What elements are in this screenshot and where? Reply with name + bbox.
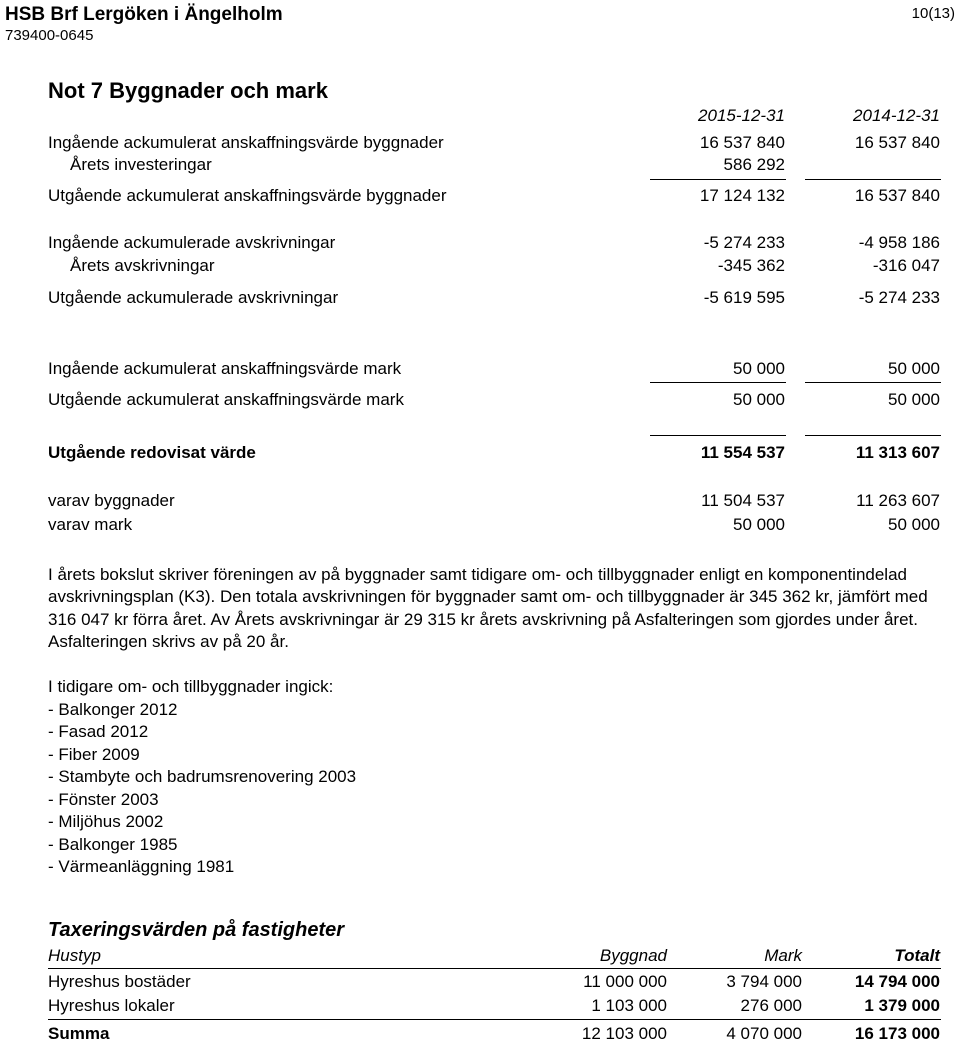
list-item: - Stambyte och badrumsrenovering 2003 — [48, 767, 357, 786]
row-value-2015: 50 000 — [733, 390, 785, 409]
tax-row-label: Hyreshus bostäder — [48, 972, 191, 991]
tax-row-mark: 3 794 000 — [726, 972, 802, 991]
row-value-2015: 17 124 132 — [699, 186, 785, 205]
row-label: Ingående ackumulerat anskaffningsvärde byggnader — [48, 133, 444, 152]
tax-header-byggnad: Byggnad — [599, 946, 667, 965]
row-label: Ingående ackumulerat anskaffningsvärde mark — [48, 359, 402, 378]
list-item: - Värmeanläggning 1981 — [48, 857, 235, 876]
row-value-2015: -5 274 233 — [703, 233, 785, 252]
underline — [805, 179, 941, 180]
row-value-2014: 50 000 — [888, 515, 940, 534]
tax-sum-label: Summa — [48, 1024, 110, 1043]
row-value-2015: 586 292 — [723, 155, 785, 174]
column-header-2014: 2014-12-31 — [853, 106, 940, 125]
tax-sum-mark: 4 070 000 — [726, 1024, 802, 1043]
row-label: varav byggnader — [48, 491, 175, 510]
underline — [650, 382, 786, 383]
row-value-2015: -345 362 — [717, 256, 785, 275]
row-label: Utgående ackumulerat anskaffningsvärde byggnader — [48, 186, 447, 205]
row-value-2015: -5 619 595 — [703, 288, 785, 307]
row-value-2014: -5 274 233 — [858, 288, 940, 307]
depreciation-paragraph: I årets bokslut skriver föreningen av på byggnader samt tidigare om- och tillbyggnader enligt en komponentindelad avskrivningsplan (K3). Den totala avskrivningen för byggnader samt om- och tillbyggnader är 345 362 kr, jämfört med 316 047 kr förra året. Av Årets avskrivningar är 29 315 kr årets avskrivning på Asfalteringen som gjordes under året. Asfalteringen skrivs av på 20 år. — [48, 565, 928, 651]
tax-header-hustyp: Hustyp — [48, 946, 101, 965]
list-item: - Balkonger 2012 — [48, 699, 178, 719]
tax-row-totalt: 14 794 000 — [854, 972, 940, 991]
tax-sum-totalt: 16 173 000 — [854, 1024, 940, 1043]
tax-row-byggnad: 1 103 000 — [591, 996, 667, 1015]
tax-header-mark: Mark — [764, 946, 802, 965]
organization-name: HSB Brf Lergöken i Ängelholm — [5, 4, 283, 25]
tax-sum-byggnad: 12 103 000 — [581, 1024, 667, 1043]
underline — [805, 382, 941, 383]
row-label: Ingående ackumulerade avskrivningar — [48, 233, 336, 252]
list-item: - Miljöhus 2002 — [48, 812, 164, 831]
row-value-2014: 16 537 840 — [854, 133, 940, 152]
row-label: Årets avskrivningar — [70, 256, 215, 275]
list-item: - Fasad 2012 — [48, 722, 149, 741]
page-number: 10(13) — [911, 5, 955, 22]
row-value-2014: 11 263 607 — [856, 491, 940, 510]
row-value-2015: 11 554 537 — [700, 443, 785, 462]
column-header-2015: 2015-12-31 — [698, 106, 785, 125]
tax-row-byggnad: 11 000 000 — [583, 972, 667, 991]
row-label: Utgående ackumulerade avskrivningar — [48, 288, 339, 307]
row-value-2014: 50 000 — [888, 390, 940, 409]
list-item: - Fiber 2009 — [48, 744, 140, 764]
row-value-2015: 11 504 537 — [701, 491, 785, 510]
tax-row-totalt: 1 379 000 — [864, 996, 940, 1015]
row-label-total: Utgående redovisat värde — [48, 443, 256, 462]
row-value-2014: 50 000 — [888, 359, 940, 378]
row-label: Årets investeringar — [70, 155, 212, 174]
underline — [650, 179, 786, 180]
row-label: varav mark — [48, 515, 133, 534]
tax-section-title: Taxeringsvärden på fastigheter — [48, 919, 345, 941]
row-value-2014: -4 958 186 — [858, 233, 940, 252]
header-underline — [48, 968, 941, 969]
row-value-2014: 11 313 607 — [855, 443, 940, 462]
tax-header-totalt: Totalt — [894, 946, 940, 965]
row-value-2015: 50 000 — [733, 359, 785, 378]
sum-overline — [48, 1019, 941, 1020]
renovation-list — [48, 676, 356, 879]
row-value-2015: 16 537 840 — [699, 133, 785, 152]
underline — [650, 435, 786, 436]
tax-row-mark: 276 000 — [740, 996, 802, 1015]
list-heading: I tidigare om- och tillbyggnader ingick: — [48, 677, 334, 696]
tax-row-label: Hyreshus lokaler — [48, 996, 175, 1015]
note-title: Not 7 Byggnader och mark — [48, 78, 328, 103]
row-value-2014: 16 537 840 — [854, 186, 940, 205]
row-label: Utgående ackumulerat anskaffningsvärde mark — [48, 390, 404, 409]
organization-number: 739400-0645 — [5, 27, 94, 44]
list-item: - Balkonger 1985 — [48, 834, 178, 854]
list-item: - Fönster 2003 — [48, 789, 159, 809]
row-value-2014: -316 047 — [872, 256, 940, 275]
underline — [805, 435, 941, 436]
row-value-2015: 50 000 — [733, 515, 785, 534]
